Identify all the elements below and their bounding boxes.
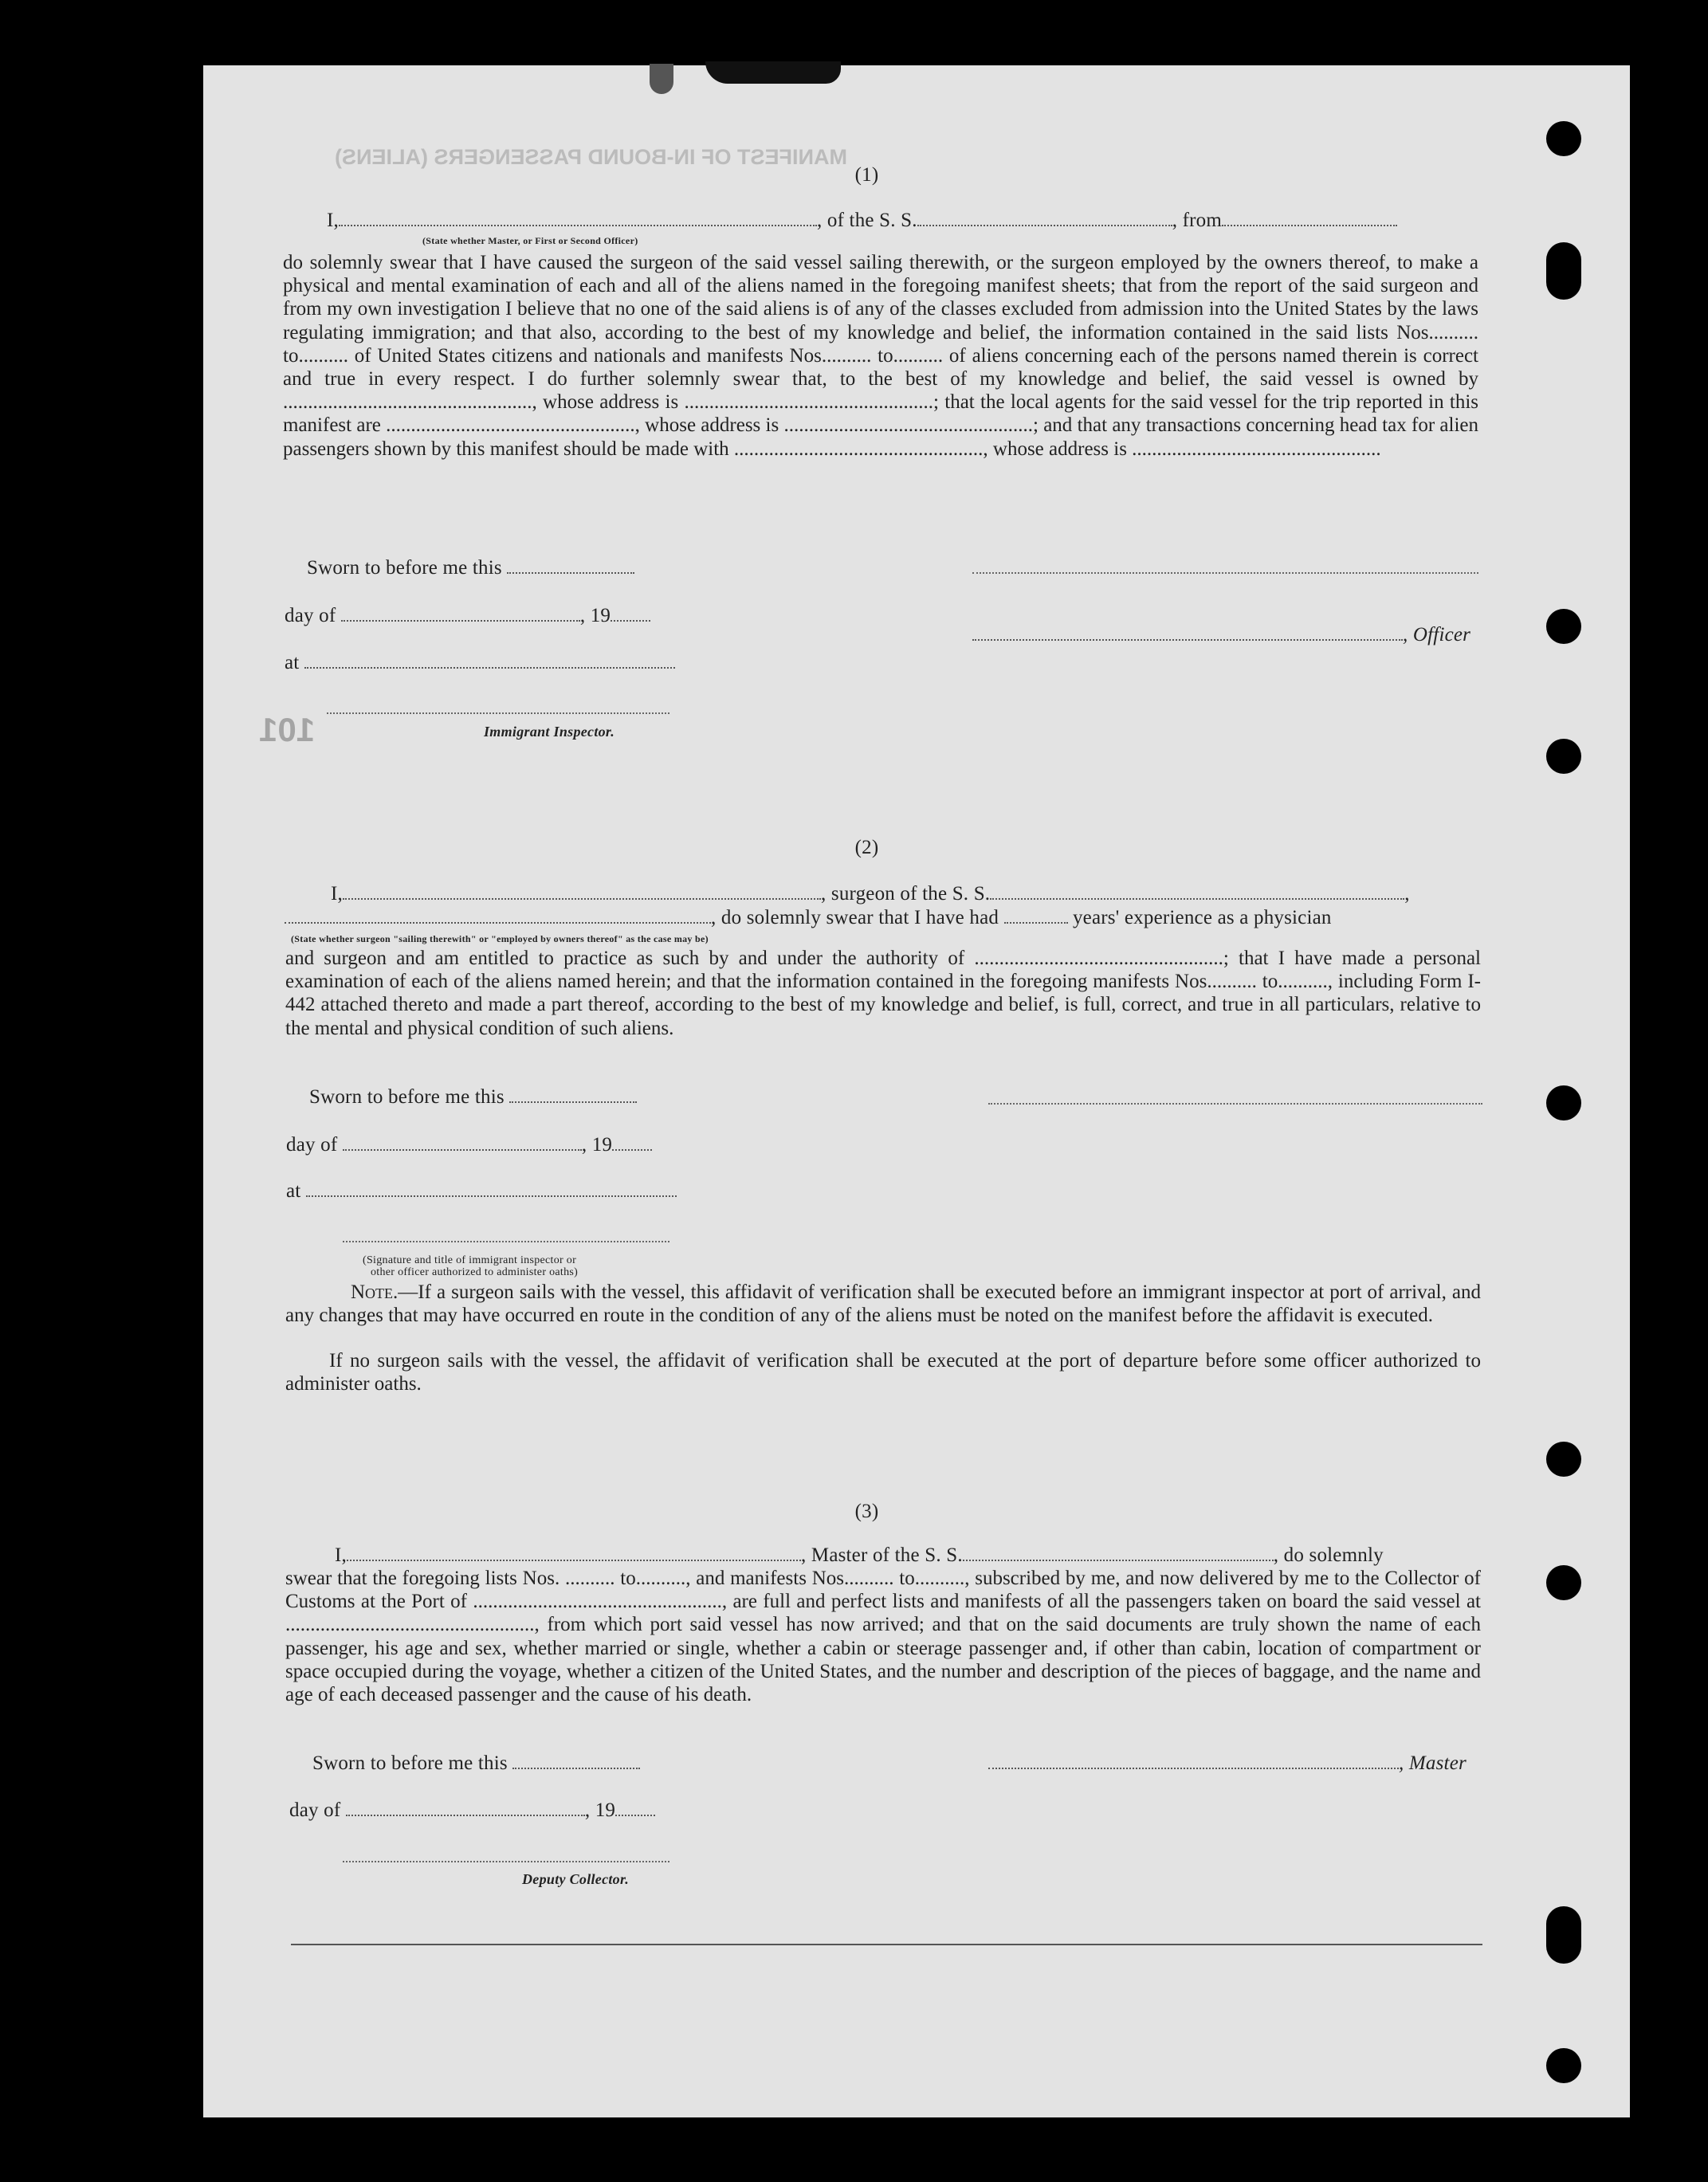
section1-inspector-label: Immigrant Inspector. [484,724,615,740]
torn-mark [705,61,841,84]
document-page [203,65,1630,2117]
section2-note: Note.—If a surgeon sails with the vessel, this affidavit of verification shall be executed before an immigrant inspector at port of arrival, and any changes that may have occurred en route in the condition of any of the aliens must be noted on the manifest before the affidavit is executed. [285,1281,1481,1327]
binder-hole-double [1546,242,1581,300]
bottom-rule [291,1944,1482,1945]
section2-at: at [286,1179,677,1203]
binder-hole [1546,1085,1581,1120]
section1-sworn: Sworn to before me this [307,556,634,579]
binder-hole [1546,739,1581,774]
section3-deputy-line [343,1861,669,1862]
section3-paragraph: swear that the foregoing lists Nos. .......... to.........., and manifests Nos.......... to.........., subscribed by me, and now delivered by me to the Collector of Customs at the Port of .................................................., are full and perfect lists and manifests of all the passengers taken on board the said vessel at .................................................., from which port said vessel has now arrived; and that on the said documents are truly shown the name of each passenger, his age and sex, whether married or single, whether a cabin or steerage passenger and, if other than cabin, location of compartment or space occupied during the voyage, whether a citizen of the United States, and the number and description of the pieces of baggage, and the name and age of each deceased passenger and the cause of his death. [285,1568,1481,1706]
binder-hole [1546,121,1581,156]
section1-line1: I, , of the S. S. , from [327,209,1397,232]
section1-at: at [285,651,675,674]
section3-day-of: day of , 19 [289,1799,655,1822]
section2-number: (2) [854,837,879,858]
section1-line1-note: (State whether Master, or First or Second Officer) [422,235,638,246]
section1-inspector-line [327,712,669,714]
section1-paragraph: do solemnly swear that I have caused the surgeon of the said vessel sailing therewith, or the surgeon employed by the owners thereof, to make a physical and mental examination of each and all of the aliens named in the foregoing manifest sheets; that from the report of the said surgeon and from my own investigation I believe that no one of the said aliens is of any of the classes excluded from admission into the United States by the laws regulating immigration; and that also, according to the best of my knowledge and belief, the information contained in the said lists Nos.......... to.......... of United States citizens and nationals and manifests Nos.......... to.......... of aliens concerning each of the persons named therein is correct and true in every respect. I do further solemnly swear that, to the best of my knowledge and belief, the said vessel is owned by .................................................., whose address is ..................................................; that the local agents for the said vessel for the trip reported in this manifest are .................................................., whose address is ..................................................; and that any transactions concerning head tax for alien passengers shown by this manifest should be made with .................................................., whose address is .................................................. [283,252,1478,460]
torn-mark-2 [650,64,673,94]
section1-number: (1) [854,164,879,186]
bleed-through-stamp: 101 [259,711,316,748]
section2-sig-note-1: (Signature and title of immigrant inspector or [363,1254,577,1266]
section1-day-of: day of , 19 [285,604,650,627]
bleed-through-title: MANIFEST OF IN-BOUND PASSENGERS (ALIENS) [335,145,848,169]
section1-signature-line [972,572,1478,574]
section3-deputy-label: Deputy Collector. [522,1871,630,1887]
section3-master-line: , Master [988,1752,1467,1775]
section2-day-of: day of , 19 [286,1133,652,1156]
section2-line2-note: (State whether surgeon "sailing therewith" or "employed by owners thereof" as the case may be) [291,933,709,944]
binder-hole [1546,609,1581,644]
binder-hole-double [1546,1906,1581,1964]
section2-signature-line [988,1103,1482,1105]
section1-officer-line: , Officer [972,623,1470,646]
section2-note-2: If no surgeon sails with the vessel, the affidavit of verification shall be executed at the port of departure before some officer authorized to administer oaths. [285,1350,1481,1395]
section2-inspector-line [343,1241,669,1242]
binder-hole [1546,1442,1581,1477]
section3-sworn: Sworn to before me this [312,1752,640,1775]
section2-line2: , do solemnly swear that I have had years' experience as a physician [285,906,1332,929]
binder-hole [1546,2048,1581,2083]
section2-sig-note-2: other officer authorized to administer oaths) [371,1266,579,1278]
section2-paragraph: and surgeon and am entitled to practice as such by and under the authority of ..................................................; that I have made a personal examination of each of the aliens named herein; and that the information contained in the foregoing manifests Nos.......... to.........., including Form I-442 attached thereto and made a part thereof, according to the best of my knowledge and belief, is full, correct, and true in all particulars, relative to the mental and physical condition of such aliens. [285,948,1481,1039]
section3-number: (3) [854,1501,879,1522]
section2-sworn: Sworn to before me this [309,1085,637,1109]
binder-hole [1546,1565,1581,1600]
section2-line1: I, , surgeon of the S. S. , [331,883,1410,905]
section3-line1: I, , Master of the S. S. , do solemnly [335,1544,1384,1566]
